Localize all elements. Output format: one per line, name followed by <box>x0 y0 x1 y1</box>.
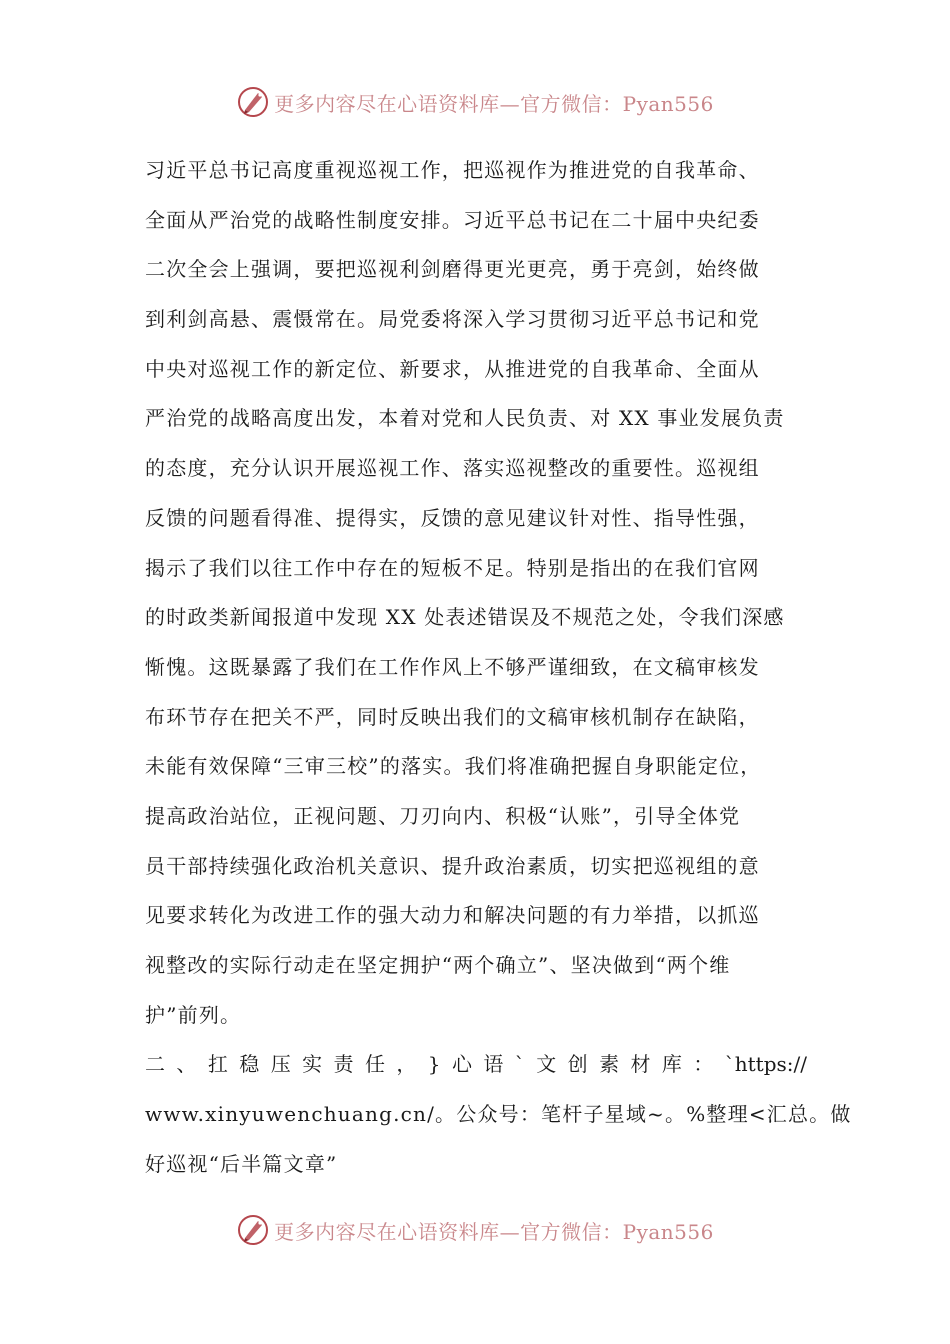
heading-token: 任 <box>364 1052 385 1077</box>
heading-token: 实 <box>302 1052 323 1077</box>
paragraph-line: 习近平总书记高度重视巡视工作，把巡视作为推进党的自我革命、 <box>145 158 760 182</box>
paragraph-line: 严治党的战略高度出发，本着对党和人民负责、对 XX 事业发展负责 <box>145 406 785 431</box>
heading-token: } <box>427 1052 441 1077</box>
heading-token: ， <box>396 1052 417 1077</box>
paragraph-line: 反馈的问题看得准、提得实，反馈的意见建议针对性、指导性强， <box>145 505 760 530</box>
heading-token: 压 <box>270 1052 291 1077</box>
paragraph-line: 惭愧。这既暴露了我们在工作作风上不够严谨细致，在文稿审核发 <box>145 654 760 679</box>
heading-token: 心 <box>451 1052 472 1077</box>
paragraph-line: 提高政治站位，正视问题、刀刃向内、积极“认账”，引导全体党 <box>145 803 741 828</box>
pen-nib-logo-icon <box>236 1213 270 1247</box>
paragraph-line: 护”前列。 <box>145 1002 242 1027</box>
header-banner <box>0 82 950 122</box>
paragraph-line: 揭示了我们以往工作中存在的短板不足。特别是指出的在我们官网 <box>145 555 760 580</box>
heading-token: 语 <box>483 1052 504 1077</box>
heading-token: ` <box>514 1052 525 1077</box>
paragraph-line: 好巡视“后半篇文章” <box>145 1151 338 1176</box>
document-body <box>145 146 852 1189</box>
heading-token: 素 <box>599 1052 620 1077</box>
paragraph-line: 布环节存在把关不严，同时反映出我们的文稿审核机制存在缺陷， <box>145 704 760 729</box>
heading-token: 二 <box>145 1052 165 1077</box>
paragraph-line: 的态度，充分认识开展巡视工作、落实巡视整改的重要性。巡视组 <box>145 456 760 481</box>
banner-text: 更多内容尽在心语资料库—官方微信：Pyan556 <box>274 1219 714 1244</box>
pen-nib-logo-icon <box>236 85 270 119</box>
heading-token: `https:// <box>724 1052 807 1077</box>
paragraph-line: 全面从严治党的战略性制度安排。习近平总书记在二十届中央纪委 <box>145 207 760 232</box>
heading-token: 文 <box>536 1052 557 1077</box>
section-heading-line <box>145 1040 807 1090</box>
paragraph-line: 视整改的实际行动走在坚定拥护“两个确立”、坚决做到“两个维 <box>145 953 731 977</box>
heading-token: ： <box>693 1052 714 1077</box>
paragraph-line: 见要求转化为改进工作的强大动力和解决问题的有力举措，以抓巡 <box>145 903 760 928</box>
paragraph-line: 二次全会上强调，要把巡视利剑磨得更光更亮，勇于亮剑，始终做 <box>145 257 760 282</box>
heading-token: 稳 <box>239 1052 260 1077</box>
paragraph-line: 到利剑高悬、震慑常在。局党委将深入学习贯彻习近平总书记和党 <box>145 307 760 332</box>
heading-token: 、 <box>176 1052 197 1077</box>
heading-token: 材 <box>630 1052 651 1077</box>
paragraph-line: 中央对巡视工作的新定位、新要求，从推进党的自我革命、全面从 <box>145 356 760 381</box>
paragraph-line: www.xinyuwenchuang.cn/。公众号：笔杆子星域~。%整理<汇总。做 <box>145 1102 852 1127</box>
paragraph-line: 的时政类新闻报道中发现 XX 处表述错误及不规范之处，令我们深感 <box>145 605 785 630</box>
heading-token: 责 <box>333 1052 354 1077</box>
footer-banner <box>0 1210 950 1250</box>
heading-token: 库 <box>661 1052 682 1077</box>
heading-token: 扛 <box>207 1052 228 1077</box>
banner-text: 更多内容尽在心语资料库—官方微信：Pyan556 <box>274 91 714 116</box>
paragraph-line: 未能有效保障“三审三校”的落实。我们将准确把握自身职能定位， <box>145 754 762 779</box>
heading-token: 创 <box>567 1052 588 1077</box>
paragraph-line: 员干部持续强化政治机关意识、提升政治素质，切实把巡视组的意 <box>145 853 760 878</box>
